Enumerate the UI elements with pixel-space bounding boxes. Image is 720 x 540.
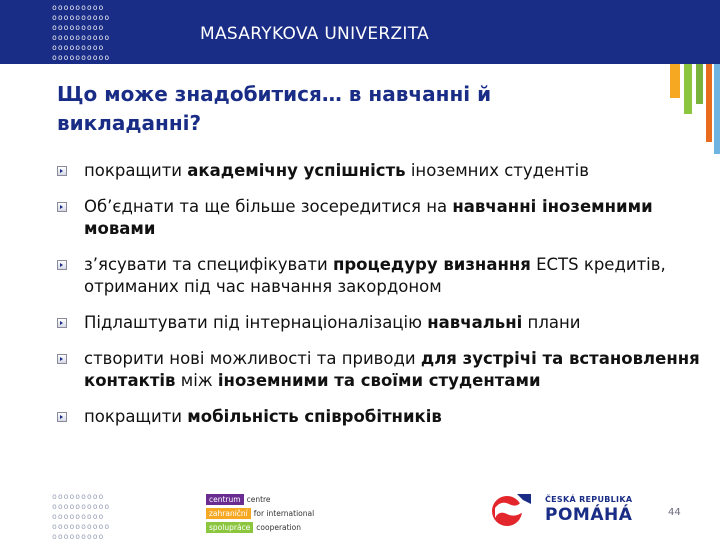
logo-tag: centrum — [206, 494, 244, 505]
page-number: 44 — [668, 507, 681, 518]
university-name: MASARYKOVA UNIVERZITA — [200, 24, 430, 44]
logo-text: centre — [246, 495, 271, 504]
logo-text: for international — [253, 509, 315, 518]
bullet-text-bold: мобільність співробітників — [187, 407, 442, 426]
accent-stripe — [714, 64, 720, 154]
bullet-text: ECTS кредитів, отриманих під час навчання закордоном — [84, 255, 666, 296]
accent-stripe — [670, 64, 680, 98]
bullet-text: створити нові можливості та приводи — [84, 349, 421, 368]
bullet-item — [57, 196, 707, 240]
bullet-text-bold: процедуру визнання — [332, 255, 531, 274]
accent-stripe — [696, 64, 703, 104]
bullet-text-bold: для зустрічі та встановлення контактів — [84, 349, 700, 390]
logo-helps-text: POMÁHÁ — [545, 505, 633, 525]
bullet-list — [57, 160, 707, 428]
slide-title-line: Що може знадобитися… в навчанні й — [57, 82, 492, 106]
header-dot-pattern: ooooooooo oooooooooo ooooooooo oooooooooo ooooooooo oooooooooo — [52, 3, 111, 62]
header-bar — [0, 0, 720, 64]
bullet-arrow-icon — [57, 354, 67, 364]
logo-row — [206, 508, 314, 519]
accent-stripes — [668, 64, 720, 154]
globe-icon — [487, 490, 533, 530]
logo-country-text: ČESKÁ REPUBLIKA — [545, 495, 633, 504]
slide-title-line: викладанні? — [57, 111, 202, 135]
bullet-text: Об’єднати та ще більше зосередитися на — [84, 197, 453, 216]
bullet-text-bold: навчальні — [427, 313, 523, 332]
bullet-item — [57, 160, 707, 182]
bullet-text-bold: академічну успішність — [187, 161, 406, 180]
bullet-arrow-icon — [57, 318, 67, 328]
logo-row — [206, 494, 271, 505]
bullet-arrow-icon — [57, 202, 67, 212]
bullet-text: покращити — [84, 407, 188, 426]
accent-stripe — [684, 64, 692, 114]
bullet-text: з’ясувати та специфікувати — [84, 255, 333, 274]
bullet-arrow-icon — [57, 412, 67, 422]
footer-dot-pattern: ooooooooo oooooooooo ooooooooo oooooooooo ooooooooo — [52, 492, 111, 540]
bullet-item — [57, 348, 707, 392]
bullet-text-bold: іноземними та своїми студентами — [217, 371, 541, 390]
centre-international-cooperation-logo — [206, 494, 346, 534]
bullet-arrow-icon — [57, 166, 67, 176]
bullet-text-bold: навчанні іноземними мовами — [84, 197, 653, 238]
bullet-text: плани — [522, 313, 581, 332]
accent-stripe — [706, 64, 712, 142]
logo-row — [206, 522, 301, 533]
logo-tag: spolupráce — [206, 522, 253, 533]
logo-tag: zahraniční — [206, 508, 251, 519]
bullet-item — [57, 254, 707, 298]
slide-title — [57, 80, 617, 138]
bullet-text: між — [175, 371, 218, 390]
bullet-text: покращити — [84, 161, 188, 180]
bullet-arrow-icon — [57, 260, 67, 270]
bullet-item — [57, 406, 707, 428]
logo-text: cooperation — [256, 523, 302, 532]
bullet-text: Підлаштувати під інтернаціоналізацію — [84, 313, 428, 332]
bullet-text: іноземних студентів — [405, 161, 589, 180]
czech-republic-helps-logo — [487, 490, 637, 530]
bullet-item — [57, 312, 707, 334]
